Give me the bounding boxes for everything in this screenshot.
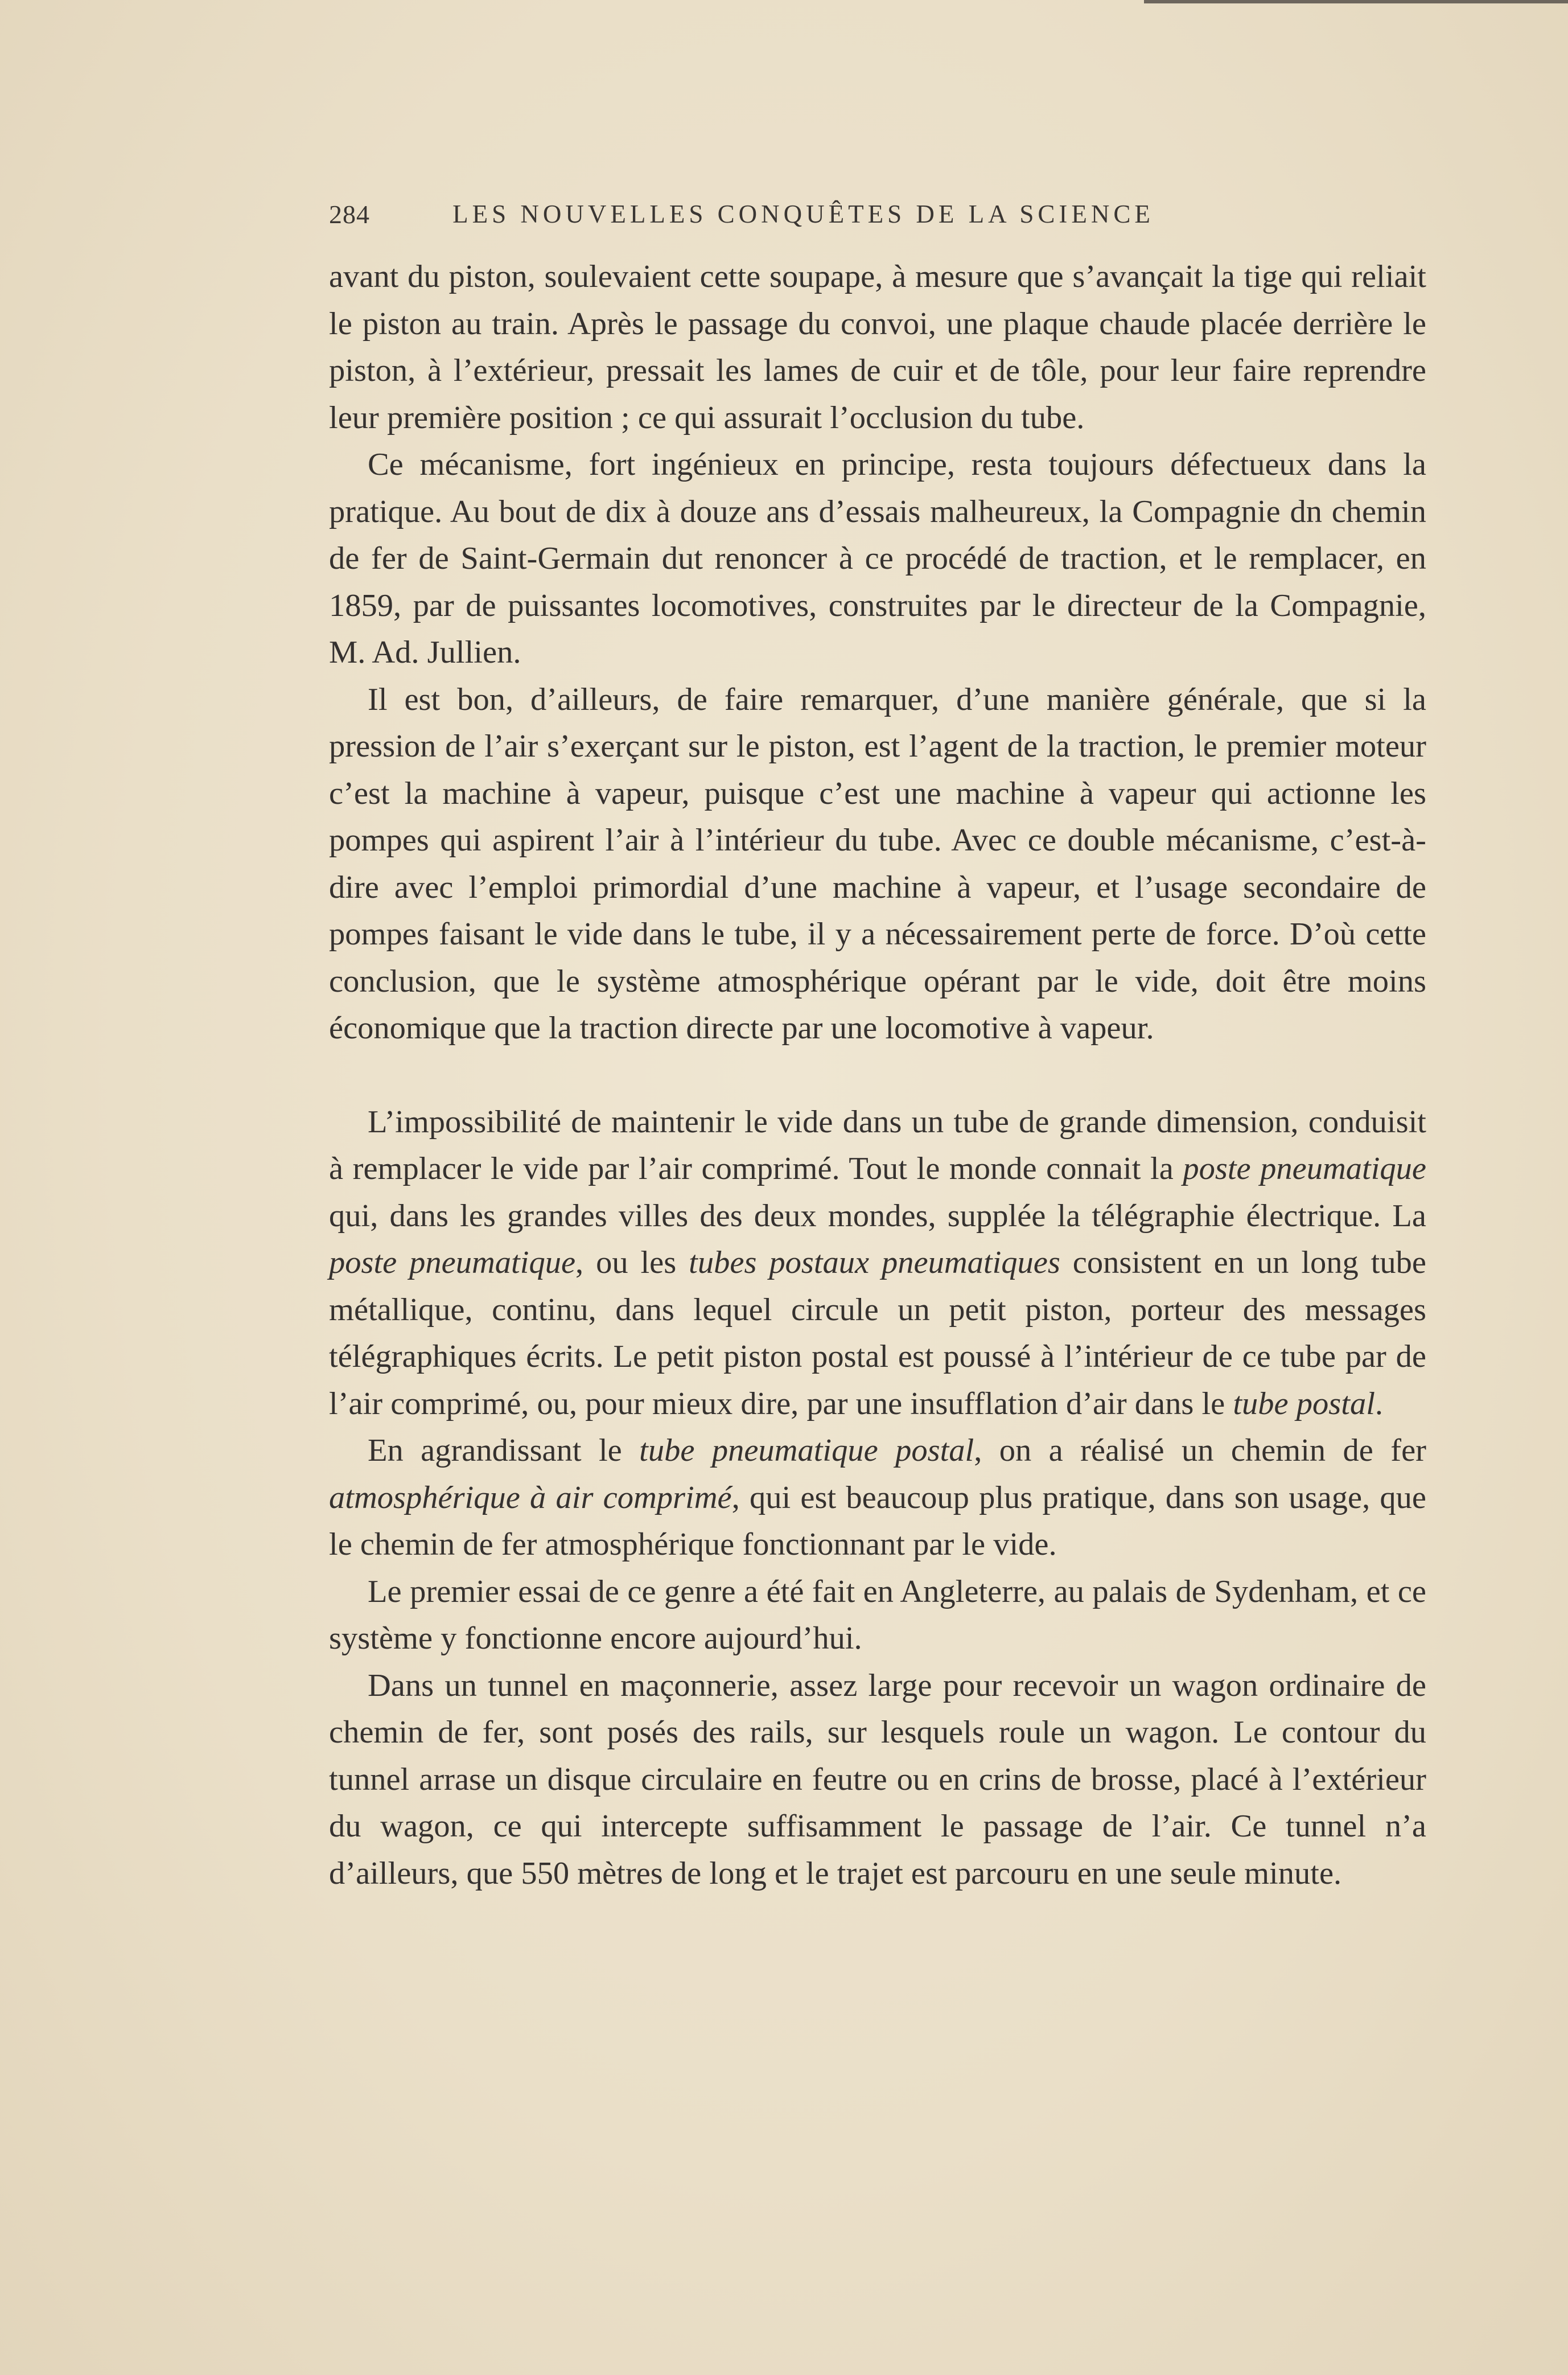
paragraph-5-italic-2: atmosphérique à air comprimé (329, 1480, 732, 1515)
paragraph-3: Il est bon, d’ailleurs, de faire remarquer, d’une manière générale, que si la pression de l’air s’exerçant sur le piston, est l’agent de la traction, le premier moteur c’est la machine à vapeur, puisque c’est une machine à vapeur qui actionne les pompes qui aspirent l’air à l’intérieur du tube. Avec ce double mécanisme, c’est-à-dire avec l’emploi primordial d’une machine à vapeur, et l’usage secondaire de pompes faisant le vide dans le tube, il y a nécessairement perte de force. D’où cette conclusion, que le système atmosphérique opérant par le vide, doit être moins économique que la traction directe par une locomotive à vapeur. (329, 681, 1426, 1046)
body-text (329, 253, 1426, 1897)
paragraph-4 (329, 1099, 1426, 1428)
paragraph-5-text-3: , qui est beaucoup plus pratique, dans son usage, que le chemin de fer atmosphérique fonctionnant par le vide. (329, 1480, 1426, 1562)
page-top-edge (1144, 0, 1568, 3)
paragraph-4-text-1: L’impossibilité de maintenir le vide dans un tube de grande dimension, conduisit à remplacer le vide par l’air comprimé. Tout le monde connait la (329, 1104, 1426, 1186)
paragraph-4-italic-4: tube postal (1233, 1386, 1375, 1421)
paragraph-4-text-2: qui, dans les grandes villes des deux mondes, supplée la télégraphie électrique. La (329, 1198, 1426, 1234)
paragraph-6: Le premier essai de ce genre a été fait en Angleterre, au palais de Sydenham, et ce système y fonctionne encore aujourd’hui. (329, 1573, 1426, 1656)
paragraph-7: Dans un tunnel en maçonnerie, assez large pour recevoir un wagon ordinaire de chemin de fer, sont posés des rails, sur lesquels roule un wagon. Le contour du tunnel arrase un disque circulaire en feutre ou en crins de brosse, placé à l’extérieur du wagon, ce qui intercepte suffisamment le passage de l’air. Ce tunnel n’a d’ailleurs, que 550 mètres de long et le trajet est parcouru en une seule minute. (329, 1667, 1426, 1891)
page-number: 284 (329, 200, 370, 229)
paragraph-5-text-1: En agrandissant le (368, 1433, 640, 1468)
paragraph-2: Ce mécanisme, fort ingénieux en principe, resta toujours défectueux dans la pratique. Au bout de dix à douze ans d’essais malheureux, la Compagnie dn chemin de fer de Saint-Germain dut renoncer à ce procédé de traction, et le remplacer, en 1859, par de puissantes locomotives, construites par le directeur de la Compagnie, M. Ad. Jullien. (329, 447, 1426, 670)
paragraph-4-italic-3: tubes postaux pneumatiques (689, 1245, 1060, 1280)
paragraph-5-text-2: , on a réalisé un chemin de fer (974, 1433, 1426, 1468)
paragraph-5-italic-1: tube pneumatique postal (639, 1433, 974, 1468)
paragraph-4-text-3: , ou les (575, 1245, 689, 1280)
paragraph-5 (329, 1427, 1426, 1568)
paragraph-1: avant du piston, soulevaient cette soupape, à mesure que s’avançait la tige qui reliait le piston au train. Après le passage du convoi, une plaque chaude placée derrière le piston, à l’extérieur, pressait les lames de cuir et de tôle, pour leur faire reprendre leur première position ; ce qui assurait l’occlusion du tube. (329, 259, 1426, 435)
paragraph-4-italic-2: poste pneumatique (329, 1245, 576, 1280)
paragraph-4-text-5: . (1374, 1386, 1384, 1421)
running-header (329, 199, 1224, 233)
paragraph-4-italic-1: poste pneumatique (1183, 1151, 1426, 1186)
running-title: LES NOUVELLES CONQUÊTES DE LA SCIENCE (452, 200, 1154, 228)
paragraph-4-text-4: consistent en un long tube métallique, continu, dans lequel circule un petit piston, porteur des messages télégraphiques écrits. Le petit piston postal est poussé à l’intérieur de ce tube par de l’air comprimé, ou, pour mieux dire, par une insufflation d’air dans le (329, 1245, 1426, 1421)
